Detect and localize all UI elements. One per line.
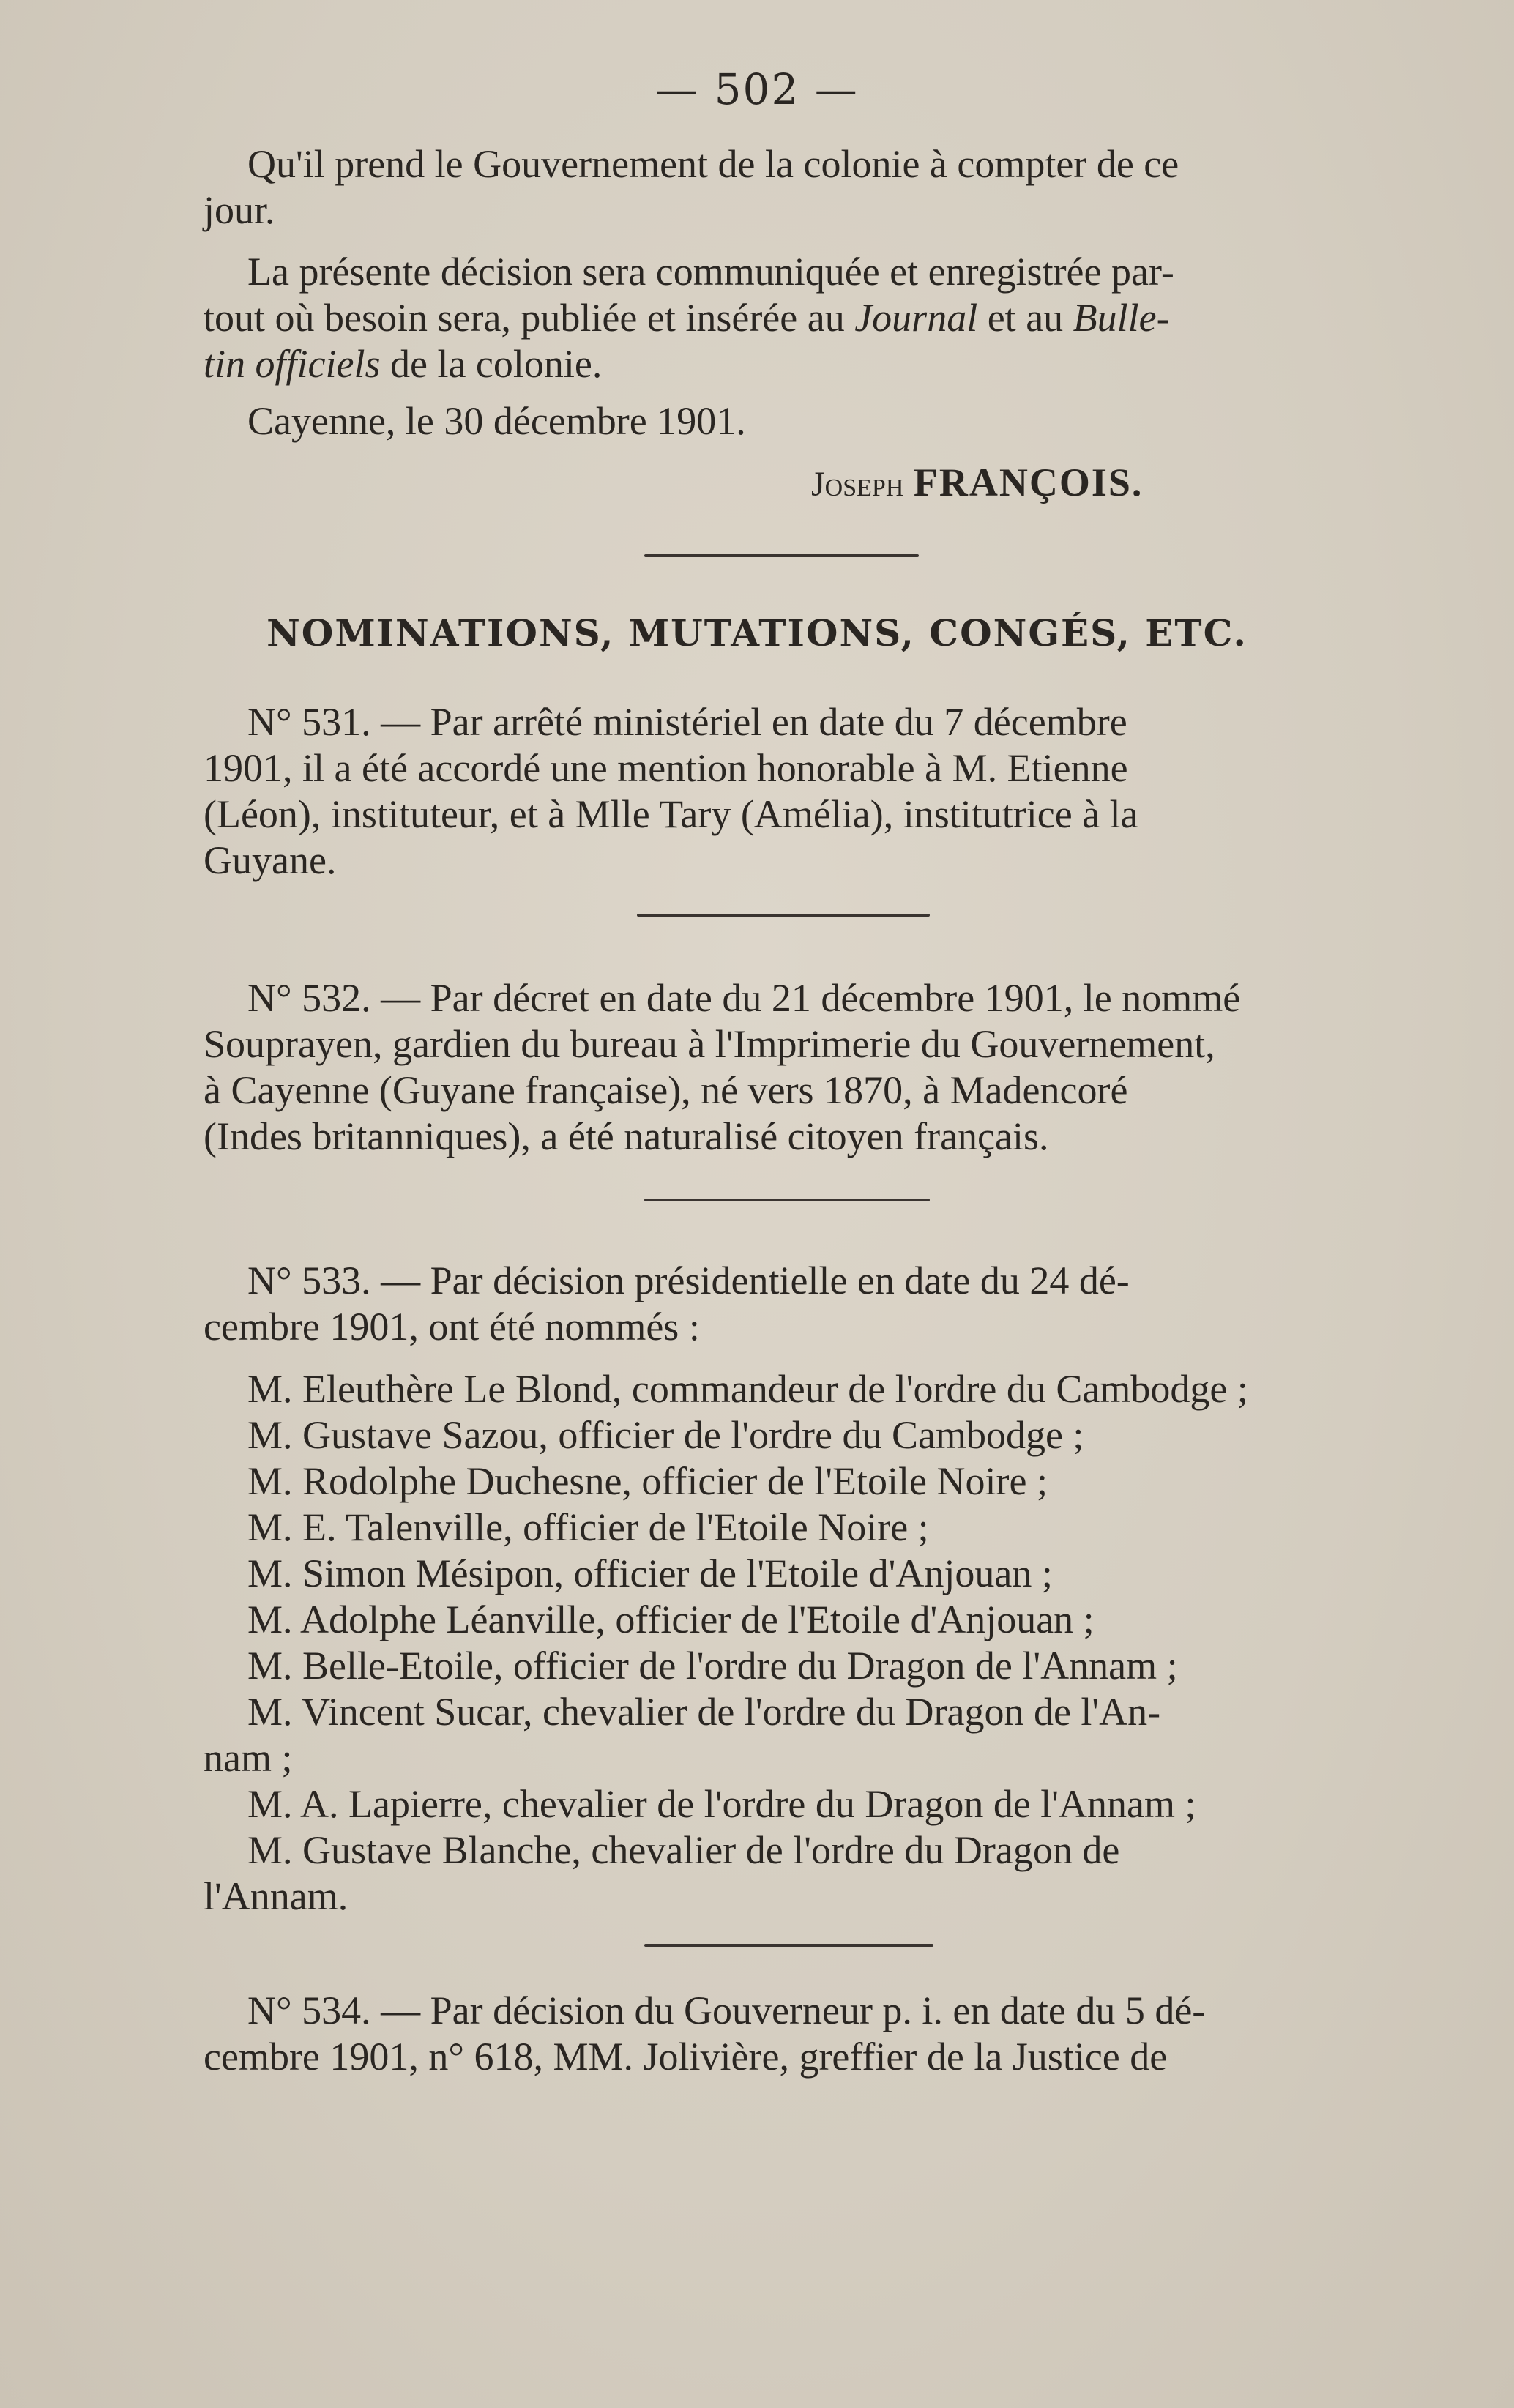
page-number: — 502 —	[655, 64, 859, 114]
separator-rule	[644, 1199, 930, 1201]
decision-date: Cayenne, le 30 décembre 1901.	[247, 399, 746, 443]
nominee-line: M. Rodolphe Duchesne, officier de l'Etoile Noire ;	[247, 1459, 1048, 1503]
entry-532-line-4: (Indes britanniques), a été naturalisé citoyen français.	[204, 1114, 1049, 1158]
decision-line-5-b: de la colonie.	[380, 342, 603, 386]
signature	[811, 460, 1143, 505]
section-title: NOMINATIONS, MUTATIONS, CONGÉS, ETC.	[266, 611, 1248, 655]
nominee-line: M. Eleuthère Le Blond, commandeur de l'ordre du Cambodge ;	[247, 1367, 1248, 1411]
entry-531-line-4: Guyane.	[204, 838, 337, 882]
entry-531-line-2: 1901, il a été accordé une mention honorable à M. Etienne	[204, 746, 1128, 790]
entry-532-line-1: N° 532. — Par décret en date du 21 décembre 1901, le nommé	[247, 976, 1241, 1020]
separator-rule	[644, 554, 919, 557]
entry-531-line-3: (Léon), instituteur, et à Mlle Tary (Amélia), institutrice à la	[204, 792, 1138, 836]
nominee-line: M. Adolphe Léanville, officier de l'Etoile d'Anjouan ;	[247, 1598, 1095, 1641]
entry-532-line-3: à Cayenne (Guyane française), né vers 1870, à Madencoré	[204, 1068, 1128, 1112]
nominee-line: M. Gustave Sazou, officier de l'ordre du Cambodge ;	[247, 1413, 1084, 1457]
decision-line-3: La présente décision sera communiquée et enregistrée par-	[247, 250, 1174, 294]
decision-line-4-b: et au	[977, 296, 1073, 340]
bulletin-title-end: tin officiels	[204, 342, 381, 386]
signature-last-name: FRANÇOIS.	[913, 461, 1144, 504]
nominee-line: M. E. Talenville, officier de l'Etoile Noire ;	[247, 1505, 929, 1549]
nominee-line: nam ;	[204, 1736, 293, 1780]
nominee-line: M. Vincent Sucar, chevalier de l'ordre du Dragon de l'An-	[247, 1690, 1161, 1734]
entry-532-line-2: Souprayen, gardien du bureau à l'Imprimerie du Gouvernement,	[204, 1022, 1215, 1066]
signature-first-name: Joseph	[811, 465, 904, 504]
entry-534-line-2: cembre 1901, n° 618, MM. Jolivière, greffier de la Justice de	[204, 2035, 1168, 2079]
nominee-line: M. A. Lapierre, chevalier de l'ordre du Dragon de l'Annam ;	[247, 1782, 1196, 1826]
decision-line-1: Qu'il prend le Gouvernement de la colonie à compter de ce	[247, 142, 1179, 186]
decision-line-4-a: tout où besoin sera, publiée et insérée au	[204, 296, 855, 340]
bulletin-title-part: Bulle-	[1073, 296, 1170, 340]
nominee-line: l'Annam.	[204, 1874, 348, 1918]
decision-line-4	[204, 295, 1369, 341]
journal-title: Journal	[854, 296, 978, 340]
entry-533-line-2: cembre 1901, ont été nommés :	[204, 1305, 700, 1349]
nominee-line: M. Simon Mésipon, officier de l'Etoile d'Anjouan ;	[247, 1551, 1053, 1595]
entry-531-line-1: N° 531. — Par arrêté ministériel en date du 7 décembre	[247, 700, 1127, 744]
separator-rule	[644, 1944, 933, 1947]
separator-rule	[637, 914, 930, 917]
entry-533-line-1: N° 533. — Par décision présidentielle en date du 24 dé-	[247, 1259, 1130, 1302]
decision-line-2: jour.	[204, 188, 275, 232]
nominee-line: M. Belle-Etoile, officier de l'ordre du Dragon de l'Annam ;	[247, 1644, 1178, 1688]
entry-534-line-1: N° 534. — Par décision du Gouverneur p. i. en date du 5 dé-	[247, 1988, 1206, 2032]
decision-line-5	[204, 341, 1369, 387]
nominee-line: M. Gustave Blanche, chevalier de l'ordre du Dragon de	[247, 1828, 1120, 1872]
